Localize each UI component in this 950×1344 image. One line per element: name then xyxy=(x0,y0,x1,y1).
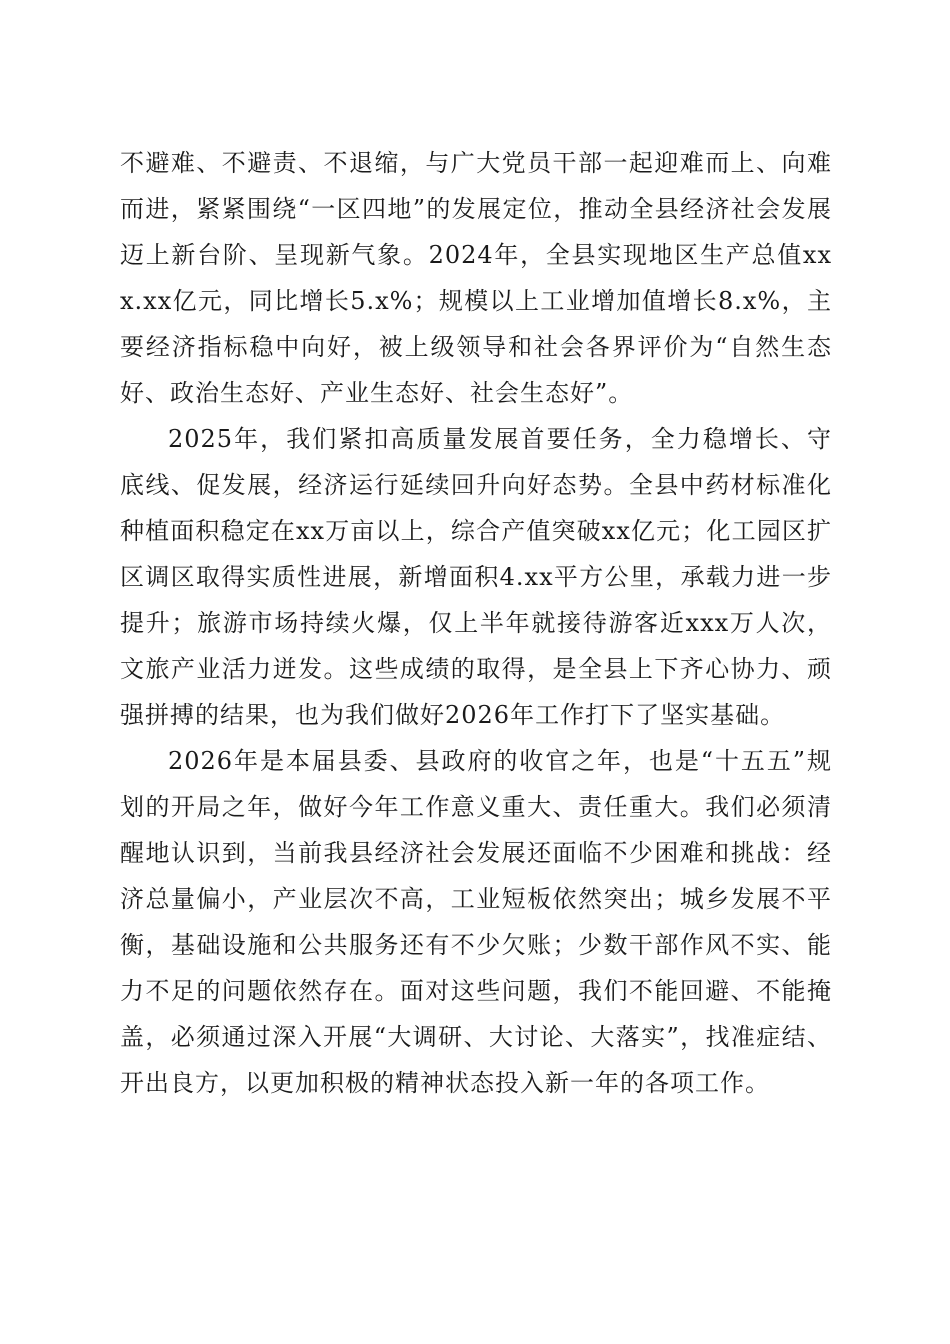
document-page xyxy=(120,140,832,1106)
paragraph-2026: 2026年是本届县委、县政府的收官之年，也是“十五五”规划的开局之年，做好今年工作意义重大、责任重大。我们必须清醒地认识到，当前我县经济社会发展还面临不少困难和挑战：经济总量偏小，产业层次不高，工业短板依然突出；城乡发展不平衡，基础设施和公共服务还有不少欠账；少数干部作风不实、能力不足的问题依然存在。面对这些问题，我们不能回避、不能掩盖，必须通过深入开展“大调研、大讨论、大落实”，找准症结、开出良方，以更加积极的精神状态投入新一年的各项工作。 xyxy=(120,747,832,1097)
paragraph-continuation: 不避难、不避责、不退缩，与广大党员干部一起迎难而上、向难而进，紧紧围绕“一区四地”的发展定位，推动全县经济社会发展迈上新台阶、呈现新气象。2024年，全县实现地区生产总值xxx.xx亿元，同比增长5.x%；规模以上工业增加值增长8.x%，主要经济指标稳中向好，被上级领导和社会各界评价为“自然生态好、政治生态好、产业生态好、社会生态好”。 xyxy=(120,149,832,407)
paragraph-2025: 2025年，我们紧扣高质量发展首要任务，全力稳增长、守底线、促发展，经济运行延续回升向好态势。全县中药材标准化种植面积稳定在xx万亩以上，综合产值突破xx亿元；化工园区扩区调区取得实质性进展，新增面积4.xx平方公里，承载力进一步提升；旅游市场持续火爆，仅上半年就接待游客近xxx万人次，文旅产业活力迸发。这些成绩的取得，是全县上下齐心协力、顽强拼搏的结果，也为我们做好2026年工作打下了坚实基础。 xyxy=(120,425,832,729)
